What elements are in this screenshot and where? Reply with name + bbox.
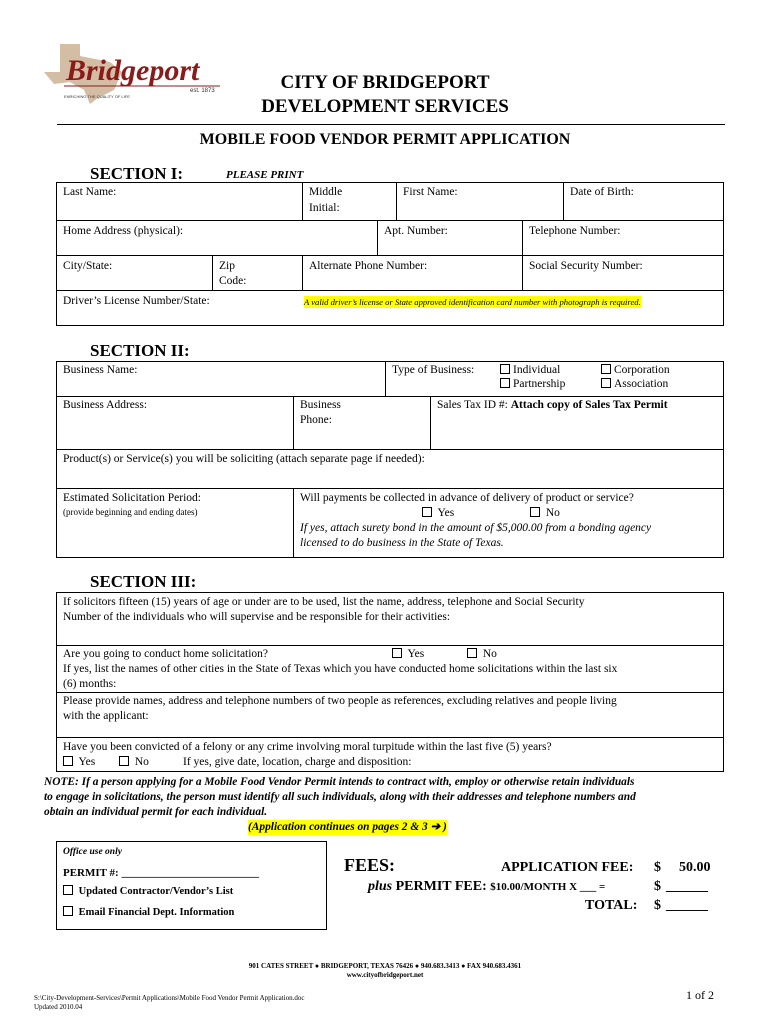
permit-fee-line: plus PERMIT FEE: $10.00/MONTH X ___ = <box>368 879 606 894</box>
email-info-checkbox[interactable] <box>63 906 73 916</box>
home-yes-option[interactable]: Yes <box>392 647 424 662</box>
application-fee-label: APPLICATION FEE: <box>501 860 634 875</box>
payments-yes-checkbox[interactable] <box>422 507 432 517</box>
middle-initial-field[interactable]: Middle <box>309 186 343 198</box>
business-phone-label2: Phone: <box>300 414 332 426</box>
association-option[interactable]: Association <box>601 377 668 392</box>
form-title: MOBILE FOOD VENDOR PERMIT APPLICATION <box>199 131 571 148</box>
home-yes-checkbox[interactable] <box>392 648 402 658</box>
ssn-field[interactable]: Social Security Number: <box>529 260 643 272</box>
felony-yes-checkbox[interactable] <box>63 756 73 766</box>
first-name-field[interactable]: First Name: <box>403 186 458 198</box>
association-checkbox[interactable] <box>601 378 611 388</box>
logo-tagline: ENRICHING THE QUALITY OF LIFE <box>64 94 130 99</box>
permit-number-field[interactable]: PERMIT #: _________________________ <box>63 867 259 879</box>
sales-tax-field[interactable]: Sales Tax ID #: Attach copy of Sales Tax Permit <box>437 399 668 411</box>
logo-est: est. 1873 <box>190 88 215 94</box>
surety-note-1: If yes, attach surety bond in the amount of $5,000.00 from a bonding agency <box>300 522 652 534</box>
felony-yes-option[interactable]: Yes <box>63 755 95 770</box>
permit-fee-blank[interactable]: ______ <box>666 879 708 894</box>
dl-note: A valid driver’s license or State approved identification card number with photograph is required. <box>304 297 641 307</box>
partnership-option[interactable]: Partnership <box>500 377 565 392</box>
apt-number-field[interactable]: Apt. Number: <box>384 225 448 237</box>
products-field[interactable]: Product(s) or Service(s) you will be soliciting (attach separate page if needed): <box>63 453 425 465</box>
middle-initial-label2: Initial: <box>309 202 340 214</box>
payments-no-option[interactable]: No <box>530 506 560 521</box>
permit-fee-dollar: $ <box>654 879 661 894</box>
arrow-right-icon: ➔ <box>430 821 441 833</box>
continues-note: (Application continues on pages 2 & 3 ➔ ) <box>248 821 447 833</box>
note-line2: to engage in solicitations, the person must identify all such individuals, along with their addresses and telephone numbers and <box>44 791 636 803</box>
drivers-license-field[interactable]: Driver’s License Number/State: <box>63 295 210 307</box>
solicitors-text-1: If solicitors fifteen (15) years of age or under are to be used, list the name, address, telephone and Social Security <box>63 596 585 608</box>
title-line1: CITY OF BRIDGEPORT <box>280 72 490 93</box>
business-phone-field[interactable]: Business <box>300 399 341 411</box>
business-name-field[interactable]: Business Name: <box>63 364 138 376</box>
payments-no-checkbox[interactable] <box>530 507 540 517</box>
individual-checkbox[interactable] <box>500 364 510 374</box>
note-line1: NOTE: If a person applying for a Mobile Food Vendor Permit intends to contract with, employ or otherwise retain individuals <box>44 776 635 788</box>
home-no-option[interactable]: No <box>467 647 497 662</box>
corporation-checkbox[interactable] <box>601 364 611 374</box>
zip-code-field[interactable]: Zip <box>219 260 235 272</box>
business-address-field[interactable]: Business Address: <box>63 399 148 411</box>
footer-updated: Updated 2010.04 <box>34 1003 83 1011</box>
email-info-option[interactable]: Email Financial Dept. Information <box>63 905 234 920</box>
application-fee-amount: 50.00 <box>679 860 711 875</box>
cities-text-2: (6) months: <box>63 678 117 690</box>
last-name-field[interactable]: Last Name: <box>63 186 117 198</box>
section1-heading: SECTION I: <box>90 164 184 183</box>
footer-address: 901 CATES STREET ● BRIDGEPORT, TEXAS 76426 ● 940.683.3413 ● FAX 940.683.4361 <box>248 962 522 970</box>
surety-note-2: licensed to do business in the State of Texas. <box>300 537 504 549</box>
felony-no-option[interactable]: No <box>119 755 149 770</box>
section2-heading: SECTION II: <box>90 341 190 360</box>
telephone-field[interactable]: Telephone Number: <box>529 225 621 237</box>
total-blank[interactable]: ______ <box>666 898 708 913</box>
solicitors-text-2: Number of the individuals who will supervise and be responsible for their activities: <box>63 611 451 623</box>
updated-list-option[interactable]: Updated Contractor/Vendor’s List <box>63 884 233 899</box>
est-period-note: (provide beginning and ending dates) <box>63 507 198 517</box>
zip-code-label2: Code: <box>219 275 247 287</box>
sales-tax-note: Attach copy of Sales Tax Permit <box>510 399 668 411</box>
felony-detail: If yes, give date, location, charge and disposition: <box>183 756 412 768</box>
logo-text: Bridgeport <box>66 54 200 87</box>
application-fee-dollar: $ <box>654 860 661 875</box>
references-text-1: Please provide names, address and telephone numbers of two people as references, excluding relatives and people living <box>63 695 617 707</box>
fees-title: FEES: <box>344 855 396 875</box>
felony-no-checkbox[interactable] <box>119 756 129 766</box>
section3-heading: SECTION III: <box>90 572 197 591</box>
payments-yes-option[interactable]: Yes <box>422 506 454 521</box>
corporation-option[interactable]: Corporation <box>601 363 670 378</box>
dob-field[interactable]: Date of Birth: <box>570 186 634 198</box>
references-text-2: with the applicant: <box>63 710 149 722</box>
home-no-checkbox[interactable] <box>467 648 477 658</box>
cities-text-1: If yes, list the names of other cities in the State of Texas which you have conducted home solicitations within the last six <box>63 663 618 675</box>
individual-option[interactable]: Individual <box>500 363 560 378</box>
city-state-field[interactable]: City/State: <box>63 260 113 272</box>
alt-phone-field[interactable]: Alternate Phone Number: <box>309 260 428 272</box>
home-address-field[interactable]: Home Address (physical): <box>63 225 184 237</box>
home-solicitation-question: Are you going to conduct home solicitation? <box>63 648 269 660</box>
felony-question: Have you been convicted of a felony or any crime involving moral turpitude within the last five (5) years? <box>63 741 552 753</box>
est-period-field[interactable]: Estimated Solicitation Period: <box>63 492 201 504</box>
footer-path: S:\City-Development-Services\Permit Applications\Mobile Food Vendor Permit Application.doc <box>34 994 305 1002</box>
page-number: 1 of 2 <box>686 988 714 1002</box>
total-label: TOTAL: <box>585 898 638 913</box>
footer-website[interactable]: www.cityofbridgeport.net <box>346 971 424 979</box>
title-line2: DEVELOPMENT SERVICES <box>261 96 509 117</box>
type-of-business-label: Type of Business: <box>392 364 475 376</box>
updated-list-checkbox[interactable] <box>63 885 73 895</box>
total-dollar: $ <box>654 898 661 913</box>
office-use-title: Office use only <box>63 847 122 857</box>
payments-question: Will payments be collected in advance of delivery of product or service? <box>300 492 634 504</box>
partnership-checkbox[interactable] <box>500 378 510 388</box>
please-print: PLEASE PRINT <box>226 169 304 181</box>
note-line3: obtain an individual permit for each individual. <box>44 806 268 818</box>
